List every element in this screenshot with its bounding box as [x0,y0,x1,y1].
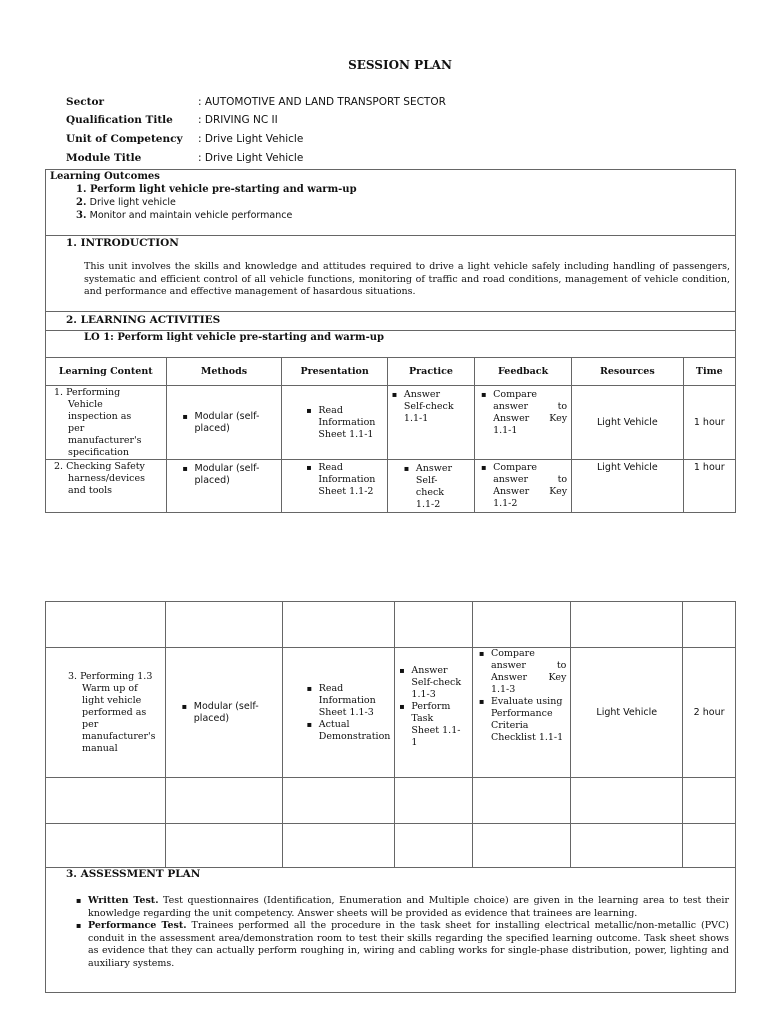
methods-cell [166,460,282,513]
column-header: Methods [166,358,282,386]
empty-cell [571,602,683,648]
list-item: ▪ Compare answer to Answer Key 1.1-2 [479,462,567,510]
list-item: ▪ Read Information Sheet 1.1-1 [304,405,383,441]
column-header: Practice [387,358,474,386]
empty-cell [282,778,395,824]
feedback-cell [472,648,570,778]
meta-label: Sector [66,96,105,108]
list-item: ▪ Written Test. Test questionnaires (Identification, Enumeration and Multiple choice) are given in the learning area to test their knowledge regarding the unit competency. Answer sheets will be provided as evidence that trainees are learning. [74,895,729,920]
table-row [46,648,736,778]
introduction-box [45,235,736,312]
empty-cell [395,778,473,824]
methods-cell [165,648,282,778]
list-item: ▪ Perform Task Sheet 1.1-1 [397,701,462,749]
methods-cell [166,386,282,460]
practice-cell [387,386,474,460]
table-row [46,602,736,648]
table-row [46,460,736,513]
table-header-row [46,358,736,386]
resources-cell: Light Vehicle [571,648,683,778]
list-item: ▪ Actual Demonstration [305,719,391,743]
empty-cell [46,824,166,868]
empty-cell [472,824,570,868]
empty-cell [46,602,166,648]
activities-table [45,357,736,513]
meta-value: : DRIVING NC II [198,114,278,126]
assessment-heading: 3. ASSESSMENT PLAN [66,868,201,880]
presentation-cell [282,460,388,513]
time-cell: 2 hour [683,648,736,778]
table-row [46,778,736,824]
meta-label: Unit of Competency [66,133,183,145]
learning-activities-heading-box [45,311,736,331]
page-title: SESSION PLAN [348,58,452,72]
lo-heading: LO 1: Perform light vehicle pre-starting and warm-up [84,332,384,343]
empty-cell [395,602,473,648]
empty-cell [683,602,736,648]
introduction-text: This unit involves the skills and knowledge and attitudes required to drive a light vehicle safely including handling of passengers, systematic and efficient control of all vehicle functions, monitoring of traffic and road conditions, management of vehicle condition, and performance and effective management of hasardous situations. [84,261,730,297]
column-header: Learning Content [46,358,167,386]
column-header: Presentation [282,358,388,386]
meta-label: Qualification Title [66,114,173,126]
list-item: ▪ Answer Self-check 1.1-1 [390,389,460,425]
column-header: Time [683,358,735,386]
practice-cell [387,460,474,513]
learning-outcomes-box [45,169,736,236]
list-item: ▪ Compare answer to Answer Key 1.1-3 [477,648,566,696]
empty-cell [282,824,395,868]
feedback-cell [475,460,572,513]
presentation-cell [282,648,395,778]
empty-cell [165,824,282,868]
time-cell: 1 hour [683,386,735,460]
empty-cell [165,778,282,824]
time-cell: 1 hour [683,460,735,513]
outcome-item: 1. Perform light vehicle pre-starting and warm-up [76,184,357,195]
table-row [46,386,736,460]
empty-cell [472,602,570,648]
empty-cell [472,778,570,824]
resources-cell: Light Vehicle [572,386,683,460]
learning-content-cell: 2. Checking Safety harness/devices and tools [46,460,167,513]
empty-cell [683,778,736,824]
feedback-cell [475,386,572,460]
list-item: ▪ Performance Test. Trainees performed all the procedure in the task sheet for installing electrical metallic/non-metallic (PVC) conduit in the assessment area/demonstration room to test their skills regarding the specified learning outcome. Task sheet shows as evidence that they can actually perform roughing in, wiring and cabling works for single-phase distribution, power, lighting and auxiliary systems. [74,920,729,970]
meta-value: : Drive Light Vehicle [198,133,304,145]
learning-content-cell: 3. Performing 1.3 Warm up of light vehicle performed as per manufacturer's manual [46,648,166,778]
empty-cell [571,824,683,868]
assessment-box [45,867,736,993]
empty-cell [165,602,282,648]
list-item: ▪ Answer Self-check 1.1-2 [402,463,452,511]
list-item: ▪ Read Information Sheet 1.1-3 [305,683,391,719]
lo-box [45,330,736,358]
learning-activities-heading: 2. LEARNING ACTIVITIES [66,314,221,326]
outcome-item: 2. Drive light vehicle [76,197,176,208]
learning-content-cell: 1. Performing Vehicle inspection as per manufacturer's specification [46,386,167,460]
learning-outcomes-heading: Learning Outcomes [50,171,160,182]
column-header: Resources [572,358,683,386]
introduction-heading: 1. INTRODUCTION [66,237,179,249]
empty-cell [571,778,683,824]
activities-table-continued [45,601,736,868]
presentation-cell [282,386,388,460]
list-item: ▪ Answer Self-check 1.1-3 [397,665,462,701]
resources-cell: Light Vehicle [572,460,683,513]
practice-cell [395,648,473,778]
column-header: Feedback [475,358,572,386]
list-item: ▪ Compare answer to Answer Key 1.1-1 [479,389,567,437]
empty-cell [395,824,473,868]
list-item: ▪ Modular (self-placed) [181,463,282,487]
meta-value: : Drive Light Vehicle [198,152,304,164]
assessment-list [74,895,729,970]
table-row [46,824,736,868]
list-item: ▪ Evaluate using Performance Criteria Checklist 1.1-1 [477,696,566,744]
empty-cell [46,778,166,824]
list-item: ▪ Read Information Sheet 1.1-2 [304,462,383,498]
outcome-item: 3. Monitor and maintain vehicle performance [76,210,293,221]
empty-cell [683,824,736,868]
meta-label: Module Title [66,152,142,164]
meta-value: : AUTOMOTIVE AND LAND TRANSPORT SECTOR [198,96,446,108]
list-item: ▪ Modular (self-placed) [180,701,282,725]
list-item: ▪ Modular (self-placed) [181,411,282,435]
empty-cell [282,602,395,648]
